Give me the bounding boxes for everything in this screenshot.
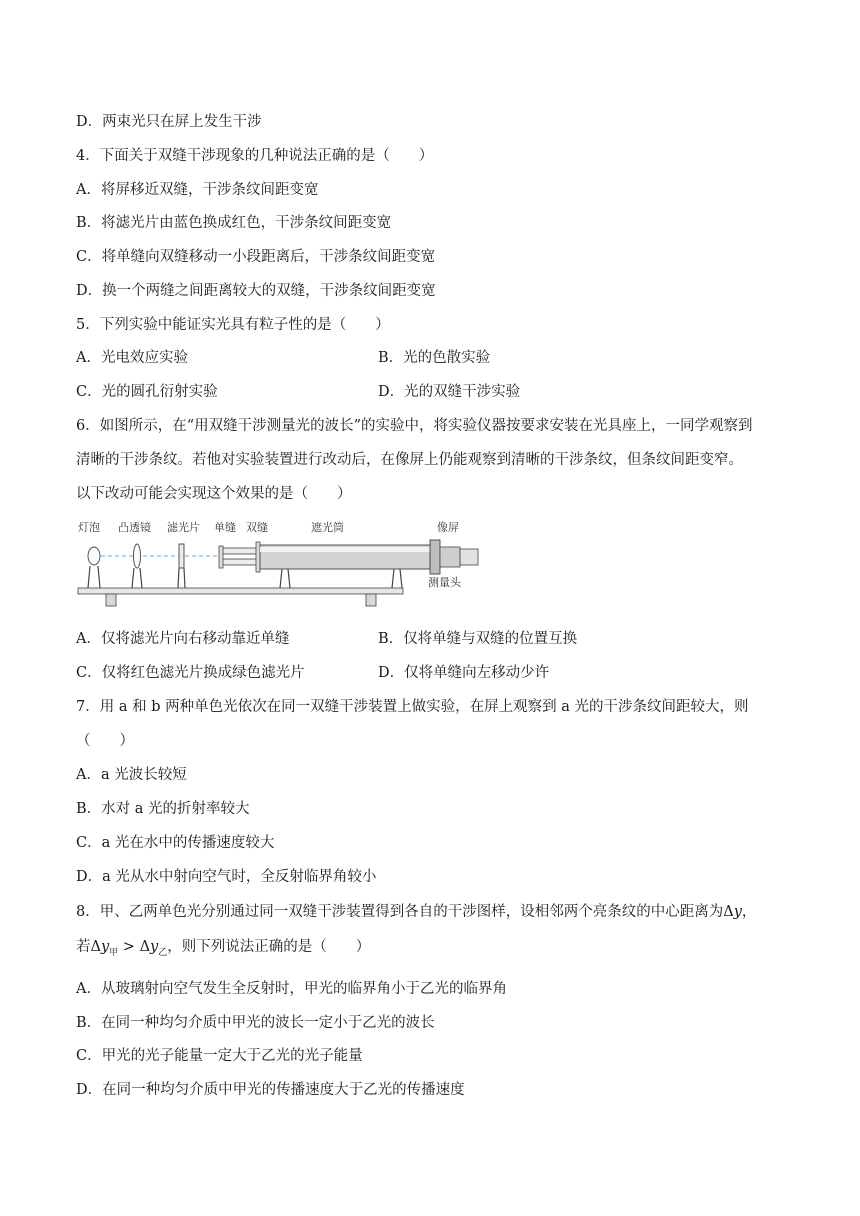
label-bulb: 灯泡 bbox=[78, 521, 100, 534]
single-slit-lower bbox=[222, 559, 258, 565]
q8-stem-line1 bbox=[76, 902, 756, 922]
label-lens: 凸透镜 bbox=[118, 521, 151, 534]
label-tube: 遮光筒 bbox=[311, 521, 344, 534]
label-measuring-head: 测量头 bbox=[428, 576, 461, 589]
q5-stem: 5．下列实验中能证实光具有粒子性的是（ ） bbox=[76, 317, 390, 333]
label-screen: 像屏 bbox=[437, 521, 459, 534]
q8-sub-jia: 甲 bbox=[109, 947, 119, 958]
q8-suffix: ，则下列说法正确的是（ ） bbox=[167, 939, 371, 955]
q6-option-a: A．仅将滤光片向右移动靠近单缝 bbox=[76, 631, 290, 647]
q7-stem-line1: 7．用 a 和 b 两种单色光依次在同一双缝干涉装置上做实验，在屏上观察到 a 光的干涉条纹间距较大，则 bbox=[76, 699, 749, 715]
q5-option-a: A．光电效应实验 bbox=[76, 350, 188, 366]
q4-option-a: A．将屏移近双缝，干涉条纹间距变宽 bbox=[76, 182, 319, 198]
q5-option-d: D．光的双缝干涉实验 bbox=[378, 384, 521, 400]
q6-stem-line3: 以下改动可能会实现这个效果的是（ ） bbox=[76, 486, 352, 502]
q4-stem: 4．下面关于双缝干涉现象的几种说法正确的是（ ） bbox=[76, 148, 434, 164]
q4-option-d: D．换一个两缝之间距离较大的双缝，干涉条纹间距变宽 bbox=[76, 283, 436, 299]
q5-option-c: C．光的圆孔衍射实验 bbox=[76, 384, 218, 400]
convex-lens bbox=[134, 544, 141, 568]
lens-stand bbox=[132, 568, 142, 588]
q8-stem-line2 bbox=[76, 937, 370, 963]
q8-sub-yi: 乙 bbox=[158, 947, 168, 958]
q4-option-c: C．将单缝向双缝移动一小段距离后，干涉条纹间距变宽 bbox=[76, 249, 436, 265]
label-double-slit: 双缝 bbox=[246, 521, 268, 534]
q7-option-a: A．a 光波长较短 bbox=[76, 767, 187, 783]
q7-option-d: D．a 光从水中射向空气时，全反射临界角较小 bbox=[76, 869, 377, 885]
q8-option-c: C．甲光的光子能量一定大于乙光的光子能量 bbox=[76, 1048, 363, 1064]
optical-bench bbox=[78, 588, 403, 594]
double-slit bbox=[256, 542, 260, 572]
q6-option-b: B．仅将单缝与双缝的位置互换 bbox=[378, 631, 578, 647]
q8-var-y-jia: y bbox=[100, 939, 110, 955]
q6-stem-line2: 清晰的干涉条纹。若他对实验装置进行改动后，在像屏上仍能观察到清晰的干涉条纹，但条纹间距变窄。 bbox=[76, 452, 743, 468]
q7-option-b: B．水对 a 光的折射率较大 bbox=[76, 801, 250, 817]
q5-option-b: B．光的色散实验 bbox=[378, 350, 491, 366]
q8-var-y-yi: y bbox=[150, 939, 159, 955]
filter-stand bbox=[178, 568, 185, 588]
q4-option-b: B．将滤光片由蓝色换成红色，干涉条纹间距变宽 bbox=[76, 215, 392, 231]
bulb bbox=[88, 547, 100, 565]
q6-option-d: D．仅将单缝向左移动少许 bbox=[378, 665, 550, 681]
single-slit bbox=[222, 548, 258, 554]
bulb-stand bbox=[88, 566, 100, 588]
filter bbox=[179, 544, 184, 568]
q8-var-y: y bbox=[733, 904, 742, 920]
tube-stand-right bbox=[392, 569, 402, 588]
label-single-slit: 单缝 bbox=[214, 521, 236, 534]
label-filter: 滤光片 bbox=[167, 521, 200, 534]
q8-gt: > Δ bbox=[118, 939, 151, 955]
q8-stem-text: 8．甲、乙两单色光分别通过同一双缝干涉装置得到各自的干涉图样，设相邻两个亮条纹的中心距离为Δ bbox=[76, 904, 734, 920]
q8-option-b: B．在同一种均匀介质中甲光的波长一定小于乙光的波长 bbox=[76, 1015, 435, 1031]
tube-stand-left bbox=[280, 569, 290, 588]
q7-stem-line2: （ ） bbox=[76, 733, 134, 749]
bench-leg-right bbox=[366, 594, 376, 606]
q7-option-c: C．a 光在水中的传播速度较大 bbox=[76, 835, 275, 851]
q8-prefix: 若Δ bbox=[76, 939, 101, 955]
tube-highlight bbox=[260, 547, 430, 552]
q6-option-c: C．仅将红色滤光片换成绿色滤光片 bbox=[76, 665, 305, 681]
q3-option-d: D．两束光只在屏上发生干涉 bbox=[76, 114, 262, 130]
q6-stem-line1: 6．如图所示，在“用双缝干涉测量光的波长”的实验中，将实验仪器按要求安装在光具座上，一同学观察到 bbox=[76, 418, 753, 434]
screen bbox=[430, 540, 440, 574]
q8-comma: ， bbox=[741, 904, 757, 920]
bench-leg-left bbox=[106, 594, 116, 606]
q8-option-d: D．在同一种均匀介质中甲光的传播速度大于乙光的传播速度 bbox=[76, 1082, 465, 1098]
single-slit-holder bbox=[219, 546, 223, 568]
measuring-head bbox=[440, 547, 460, 567]
eyepiece bbox=[460, 549, 478, 565]
q8-option-a: A．从玻璃射向空气发生全反射时，甲光的临界角小于乙光的临界角 bbox=[76, 981, 507, 997]
double-slit-apparatus-diagram bbox=[76, 518, 486, 612]
